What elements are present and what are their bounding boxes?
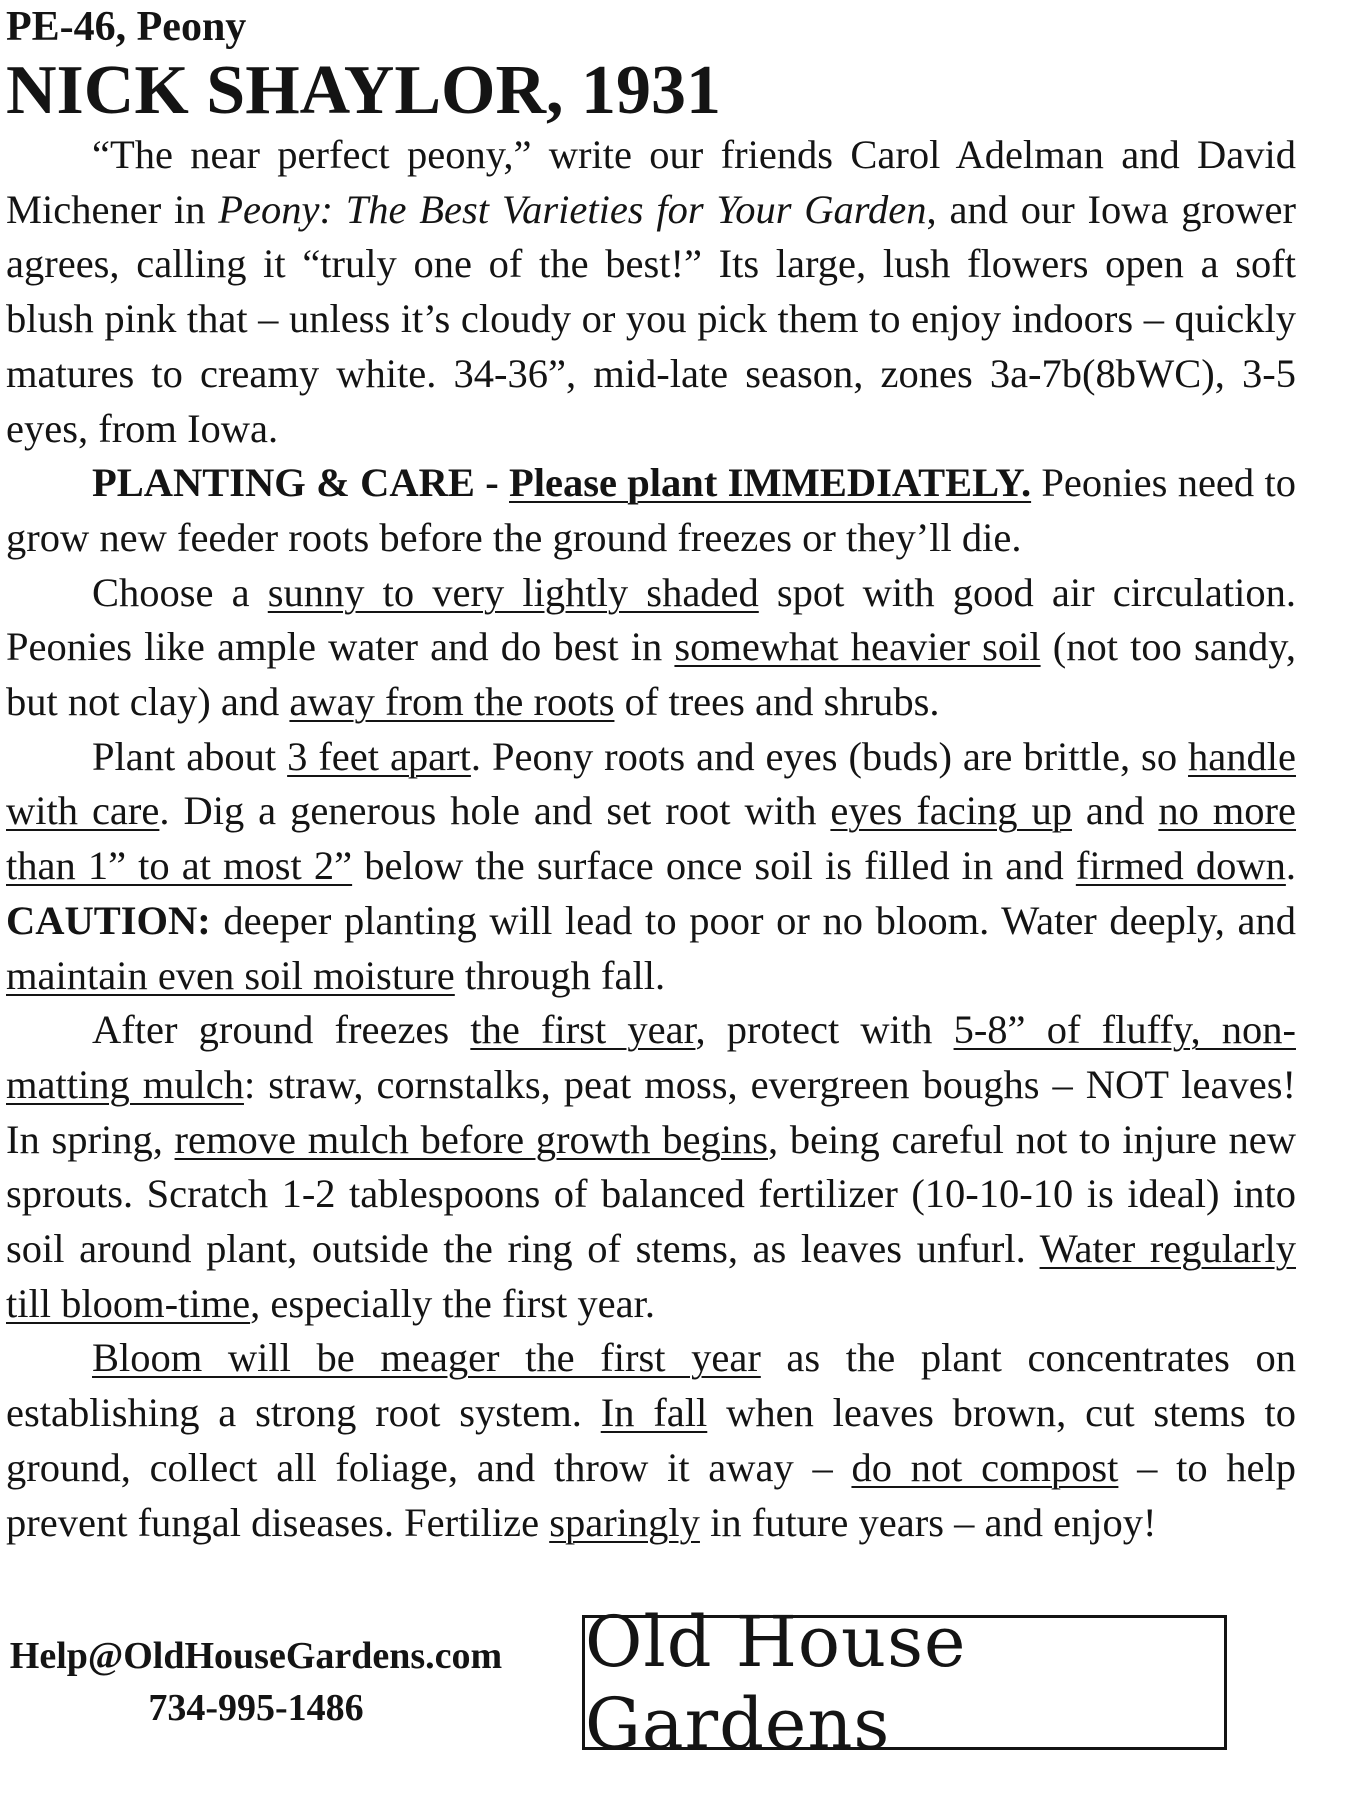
text-span: Peonies need to grow new feeder roots before the ground freezes or they’ll die. [6,460,1296,560]
text-span: . Dig a generous hole and set root with [159,788,831,834]
caution-label: CAUTION: [6,897,211,943]
text-span: “The near perfect peony,” write our friends Carol Adelman and David Michener in [6,132,1296,232]
underlined-text: remove mulch before growth begins [174,1116,768,1162]
text-span: in future years – and enjoy! [699,1499,1157,1545]
underlined-text: handle with care [6,733,1296,834]
text-span: Plant about [92,733,288,779]
text-span: , being careful not to injure new sprouts. Scratch 1-2 tablespoons of balanced fertilizer (10-10-10 is ideal) into soil around plant, outside the ring of stems, as leaves unfurl. [6,1116,1296,1272]
underlined-text: 3 feet apart [287,733,471,779]
text-span: , and our Iowa grower agrees, calling it “truly one of the best!” Its large, lush flowers open a soft blush pink that – unless it’s cloudy or you pick them to enjoy indoors – quickly matures to creamy white. 34-36”, mid-late season, zones 3a-7b(8bWC), 3-5 eyes, from Iowa. [6,186,1296,451]
text-span: (not too sandy, but not clay) and [6,624,1296,725]
text-span: through fall. [454,952,666,998]
variety-title: NICK SHAYLOR, 1931 [6,52,722,129]
contact-phone: 734-995-1486 [148,1687,364,1729]
product-code: PE-46, Peony [6,4,247,50]
plant-immediately-note: Please plant IMMEDIATELY. [509,460,1032,506]
text-span: . Peony roots and eyes (buds) are brittle, so [470,733,1189,779]
paragraph-location [6,566,1296,730]
text-span: , especially the first year. [250,1280,655,1326]
underlined-text: Bloom will be meager the first year [92,1335,761,1381]
text-span: below the surface once soil is filled in and [352,843,1076,889]
underlined-text: Water regularly till bloom-time [6,1226,1296,1326]
text-span: as the plant concentrates on establishing a strong root system. [6,1335,1296,1436]
text-span: : straw, cornstalks, peat moss, evergreen boughs – NOT leaves! In spring, [6,1061,1296,1162]
underlined-text: 5-8” of fluffy, non-matting mulch [6,1007,1296,1107]
text-span: , protect with [695,1007,954,1053]
paragraph-mulch [6,1003,1296,1331]
underlined-text: do not compost [851,1444,1119,1490]
paragraph-bloom [6,1331,1296,1550]
underlined-text: somewhat heavier soil [674,624,1041,670]
paragraph-planting [6,730,1296,1004]
text-span: Choose a [92,569,268,615]
underlined-text: no more than 1” to at most 2” [6,788,1297,889]
underlined-text: sunny to very lightly shaded [267,569,759,615]
text-span: After ground freezes [92,1007,471,1053]
logo-text: Old House Gardens [585,1600,967,1765]
underlined-text: In fall [600,1390,708,1436]
brand-logo [582,1600,1227,1765]
contact-block [6,1630,506,1734]
book-title: Peony: The Best Varieties for Your Garden [218,186,927,232]
underlined-text: eyes facing up [830,788,1072,834]
text-span: . [1285,843,1296,889]
underlined-text: the first year [470,1007,696,1053]
text-span: of trees and shrubs. [614,679,940,725]
section-heading: PLANTING & CARE - [92,460,510,506]
text-span: deeper planting will lead to poor or no bloom. Water deeply, and [210,897,1296,943]
description-body [6,128,1296,1550]
text-span: when leaves brown, cut stems to ground, collect all foliage, and throw it away – [6,1390,1296,1490]
paragraph-description [6,128,1296,456]
document-page [6,0,1296,1550]
contact-email: Help@OldHouseGardens.com [9,1635,503,1677]
underlined-text: sparingly [549,1499,700,1545]
text-span: spot with good air circulation. Peonies like ample water and do best in [6,569,1297,670]
underlined-text: maintain even soil moisture [6,952,455,998]
underlined-text: away from the roots [289,679,615,725]
paragraph-planting-care [6,456,1296,565]
text-span: and [1071,788,1159,834]
underlined-text: firmed down [1075,843,1286,889]
text-span: – to help prevent fungal diseases. Fertilize [6,1444,1297,1545]
